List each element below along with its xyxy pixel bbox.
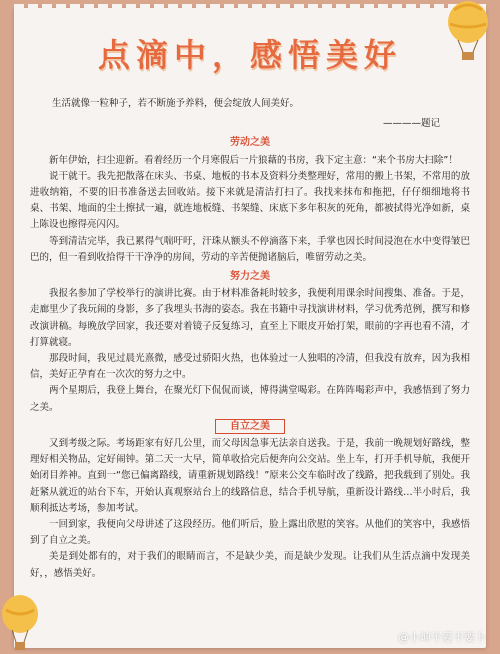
paragraph: 两个星期后，我登上舞台，在聚光灯下侃侃而谈，博得满堂喝彩。在阵阵喝彩声中，我感悟到了努力之美。: [30, 385, 470, 413]
paragraph: 一回到家，我便向父母讲述了这段经历。他们听后，脸上露出欣慰的笑容。从他们的笑容中，我感悟到了自立之美。: [30, 519, 470, 547]
section-title-labor: 劳动之美: [230, 137, 270, 149]
intro-text: 生活就像一粒种子，若不断施予养料，便会绽放人间美好。: [52, 98, 300, 109]
section-title-independence: [30, 419, 470, 435]
paragraph: 等到清洁完毕，我已累得气喘吁吁，汗珠从额头不停滴落下来，手掌也因长时间浸泡在水中变得皱巴巴的，但一看到收拾得干干净净的房间，劳动的辛苦便抛诸脑后，唯留劳动之美。: [30, 235, 470, 263]
paragraph: 说干就干。我先把散落在床头、书桌、地板的书本及资料分类整理好，常用的搬上书架，不常用的放进收纳箱，不要的旧书准备送去回收站。接下来就是清洁打扫了。我找来抹布和拖把，仔仔细细地将书桌、书架、地面的尘土擦拭一遍，就连地板缝、书架缝、床底下多年积灰的死角，都被拭得光净如新，桌上陈设也擦得亮闪闪。: [30, 170, 470, 231]
paragraph: 那段时间，我见过晨光熹微，感受过骄阳火热，也体验过一人独唱的冷清，但我没有放弃，因为我相信，美好正孕育在一次次的努力之中。: [30, 353, 470, 381]
paragraph: 美是到处都有的，对于我们的眼睛而言，不是缺少美，而是缺少发现。让我们从生活点滴中发现美好，，感悟美好。: [30, 551, 470, 579]
paragraph: 又到考级之际。考场距家有好几公里，而父母因急事无法亲自送我。于是，我前一晚规划好路线，整理好相关物品，定好闹钟。第二天一大早，简单收拾完后便奔向公交站。坐上车，打开手机导航，我便开始闭目养神。直到一“您已偏离路线，请重新规划路线！”原来公交车临时改了线路，把我载到了别处。我赶紧从就近的站台下车，开始认真观察站台上的线路信息，结合手机导航，重新设计路线…半小时后，我顺利抵达考场，参加考试。: [30, 438, 470, 514]
page-title: 点滴中，感悟美好: [97, 36, 402, 74]
intro-signature: ————题记: [382, 118, 440, 130]
watermark: @小坤不爱不要卜: [398, 631, 486, 644]
paragraph: 我报名参加了学校举行的演讲比赛。由于材料准备耗时较多，我便利用课余时间搜集、准备。于是，走廊里少了我玩闹的身影，多了我埋头书海的姿态。我在书籍中寻找演讲材料，学习优秀范例，撰写和修改演讲稿。每晚放学回家，我还要对着镜子反复练习，直至上下眼皮开始打架，眼前的字再也看不清，才打算就寝。: [30, 288, 470, 348]
section-title-text: 自立之美: [215, 419, 285, 434]
section-title-effort: 努力之美: [230, 271, 270, 283]
paragraph: 新年伊始，扫尘迎新。看着经历一个月寒假后一片狼藉的书房，我下定主意：“来个书房大扫除”！: [49, 154, 458, 166]
article-body: [30, 96, 470, 582]
hot-air-balloon-icon: [0, 594, 42, 654]
